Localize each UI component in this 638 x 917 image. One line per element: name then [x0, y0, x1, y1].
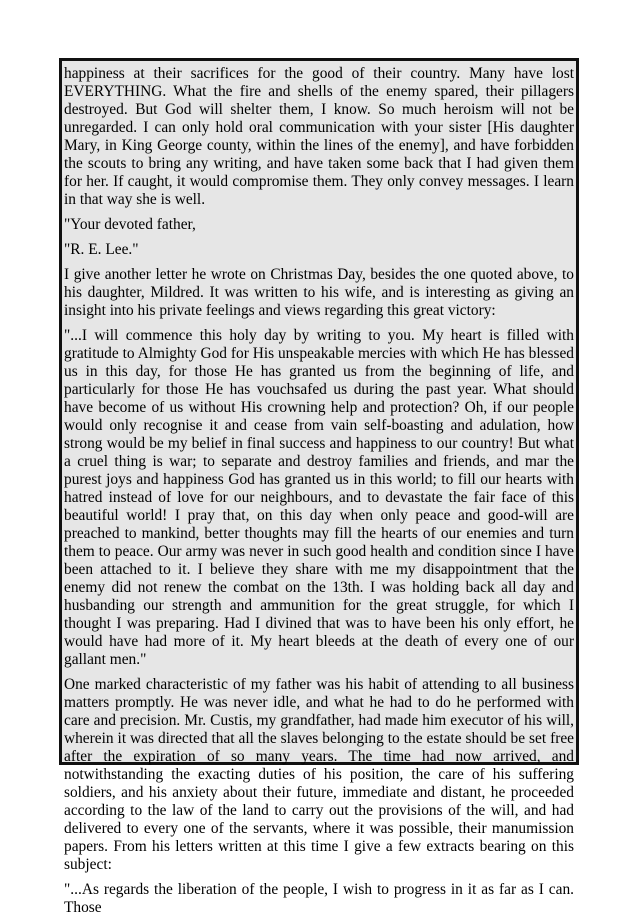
- paragraph-business-habits: One marked characteristic of my father was his habit of attending to all business matters promptly. He was never idle, and what he had to do he performed with care and precision. Mr. Custis, my grandfather, had made him executor of his will, wherein it was directed that all the slaves belonging to the estate should be set free after the expiration of so many years. The time had now arrived, and notwithstanding the exacting duties of his position, the care of his suffering soldiers, and his anxiety about their future, immediate and distant, he proceeded according to the law of the land to carry out the provisions of the will, and had delivered to every one of the servants, where it was possible, their manumission papers. From his letters written at this time I give a few extracts bearing on this subject:: [64, 676, 574, 873]
- text-page-frame: [59, 58, 579, 916]
- body-text-column: [64, 65, 574, 916]
- paragraph-introduction: I give another letter he wrote on Christmas Day, besides the one quoted above, to his daughter, Mildred. It was written to his wife, and is interesting as giving an insight into his private feelings and views regarding this great victory:: [64, 266, 574, 319]
- paragraph-christmas-letter: "...I will commence this holy day by writing to you. My heart is filled with gratitude to Almighty God for His unspeakable mercies with which He has blessed us in this day, for those He has granted us from the beginning of life, and particularly for those He has vouchsafed us during the past year. What should have become of us without His crowning help and protection? Oh, if our people would only recognise it and cease from vain self-boasting and adulation, how strong would be my belief in final success and happiness to our country! But what a cruel thing is war; to separate and destroy families and friends, and mar the purest joys and happiness God has granted us in this world; to fill our hearts with hatred instead of love for our neighbours, and to devastate the fair face of this beautiful world! I pray that, on this day when only peace and good-will are preached to mankind, better thoughts may fill the hearts of our enemies and turn them to peace. Our army was never in such good health and condition since I have been attached to it. I believe they share with me my disappointment that the enemy did not renew the combat on the 13th. I was holding back all day and husbanding our strength and ammunition for the great struggle, for which I thought I was preparing. Had I divined that was to have been his only effort, he would have had more of it. My heart bleeds at the death of every one of our gallant men.": [64, 327, 574, 668]
- paragraph-signature: "R. E. Lee.": [64, 241, 139, 258]
- paragraph-continued-letter: happiness at their sacrifices for the good of their country. Many have lost EVERYTHING. What the fire and shells of the enemy spared, their pillagers destroyed. But God will shelter them, I know. So much heroism will not be unregarded. I can only hold oral communication with your sister [His daughter Mary, in King George county, within the lines of the enemy], and have forbidden the scouts to bring any writing, and have taken some back that I had given them for her. If caught, it would compromise them. They only convey messages. I learn in that way she is well.: [64, 65, 574, 208]
- paragraph-closing-salutation: "Your devoted father,: [64, 216, 196, 233]
- paragraph-liberation-letter: "...As regards the liberation of the people, I wish to progress in it as far as I can. Those: [64, 881, 574, 916]
